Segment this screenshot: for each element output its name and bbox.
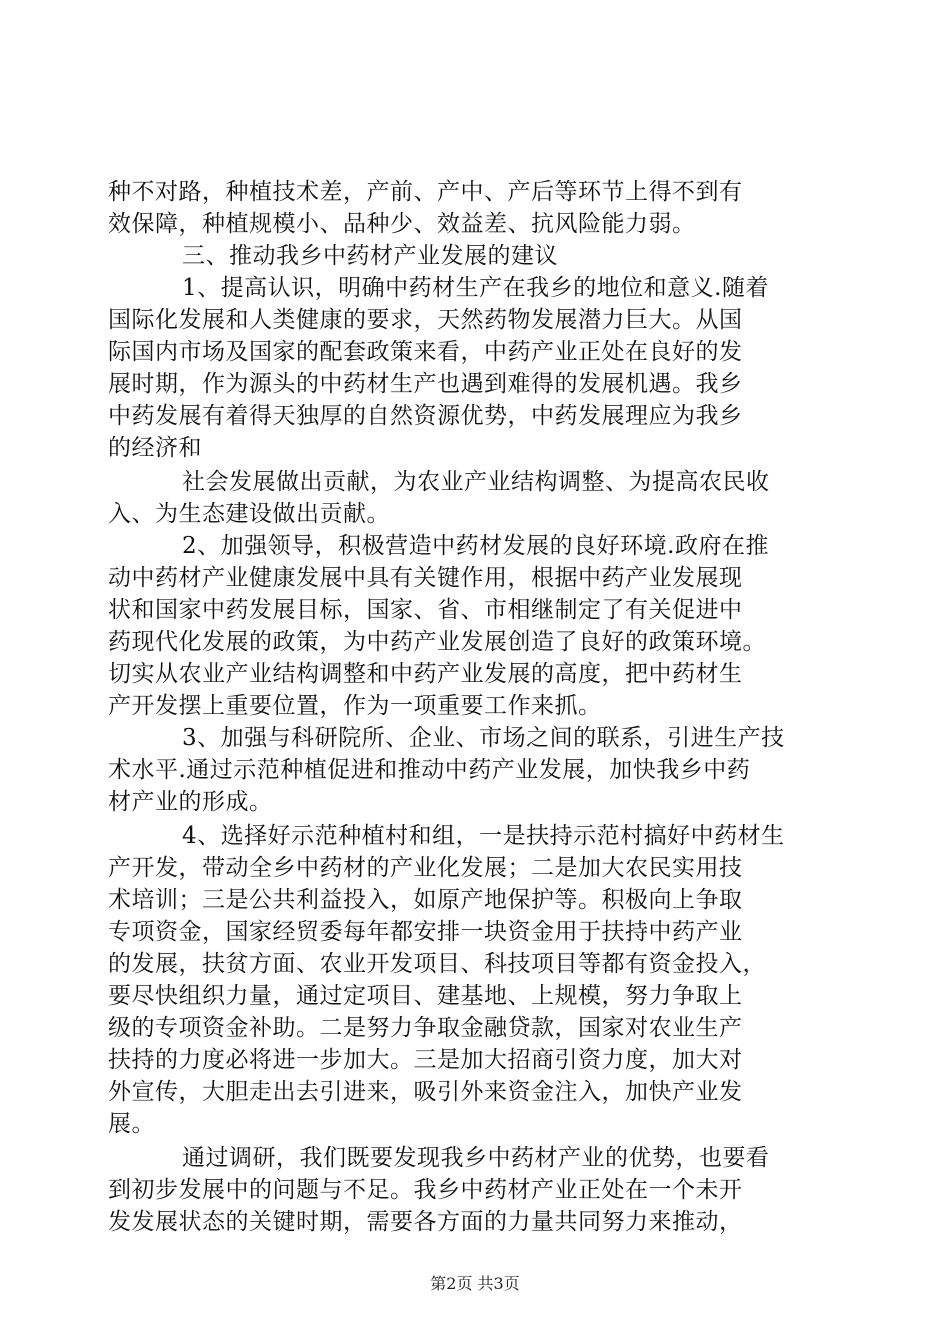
text-line: 通过调研，我们既要发现我乡中药材产业的优势，也要看 [182, 1145, 770, 1171]
text-line: 产开发，带动全乡中药材的产业化发展；二是加大农民实用技 [108, 855, 743, 881]
text-line: 动中药材产业健康发展中具有关键作用，根据中药产业发展现 [108, 565, 743, 591]
text-line: 三、推动我乡中药材产业发展的建议 [182, 243, 558, 269]
text-line: 入、为生态建设做出贡献。 [108, 501, 390, 527]
text-line: 级的专项资金补助。二是努力争取金融贷款，国家对农业生产 [108, 1015, 743, 1041]
text-line: 外宣传，大胆走出去引进来，吸引外来资金注入，加快产业发 [108, 1079, 743, 1105]
page-footer: 第2页 共3页 [430, 1274, 520, 1293]
text-line: 社会发展做出贡献，为农业产业结构调整、为提高农民收 [182, 469, 770, 495]
text-line: 药现代化发展的政策，为中药产业发展创造了良好的政策环境。 [108, 629, 766, 655]
text-line: 发发展状态的关键时期，需要各方面的力量共同努力来推动， [108, 1209, 743, 1235]
text-line: 际国内市场及国家的配套政策来看，中药产业正处在良好的发 [108, 339, 743, 365]
text-line: 2、加强领导，积极营造中药材发展的良好环境.政府在推 [182, 533, 769, 559]
text-line: 种不对路，种植技术差，产前、产中、产后等环节上得不到有 [108, 179, 743, 205]
text-line: 1、提高认识，明确中药材生产在我乡的地位和意义.随着 [182, 275, 769, 301]
text-line: 3、加强与科研院所、企业、市场之间的联系，引进生产技 [182, 725, 785, 751]
text-line: 的发展，扶贫方面、农业开发项目、科技项目等都有资金投入， [108, 951, 766, 977]
text-line: 到初步发展中的问题与不足。我乡中药材产业正处在一个未开 [108, 1177, 743, 1203]
text-line: 的经济和 [108, 435, 202, 461]
text-line: 状和国家中药发展目标，国家、省、市相继制定了有关促进中 [108, 597, 743, 623]
text-line: 要尽快组织力量，通过定项目、建基地、上规模，努力争取上 [108, 983, 743, 1009]
text-line: 展。 [108, 1111, 155, 1137]
text-line: 材产业的形成。 [108, 789, 273, 815]
text-line: 国际化发展和人类健康的要求，天然药物发展潜力巨大。从国 [108, 307, 743, 333]
text-line: 产开发摆上重要位置，作为一项重要工作来抓。 [108, 693, 602, 719]
text-line: 术培训；三是公共利益投入，如原产地保护等。积极向上争取 [108, 887, 743, 913]
text-line: 专项资金，国家经贸委每年都安排一块资金用于扶持中药产业 [108, 919, 743, 945]
text-line: 效保障，种植规模小、品种少、效益差、抗风险能力弱。 [108, 211, 696, 237]
text-line: 切实从农业产业结构调整和中药产业发展的高度，把中药材生 [108, 661, 743, 687]
text-line: 术水平.通过示范种植促进和推动中药产业发展，加快我乡中药 [108, 757, 751, 783]
text-line: 扶持的力度必将进一步加大。三是加大招商引资力度，加大对 [108, 1047, 743, 1073]
text-line: 展时期，作为源头的中药材生产也遇到难得的发展机遇。我乡 [108, 371, 743, 397]
text-line: 中药发展有着得天独厚的自然资源优势，中药发展理应为我乡 [108, 403, 743, 429]
text-line: 4、选择好示范种植村和组，一是扶持示范村搞好中药材生 [182, 823, 785, 849]
